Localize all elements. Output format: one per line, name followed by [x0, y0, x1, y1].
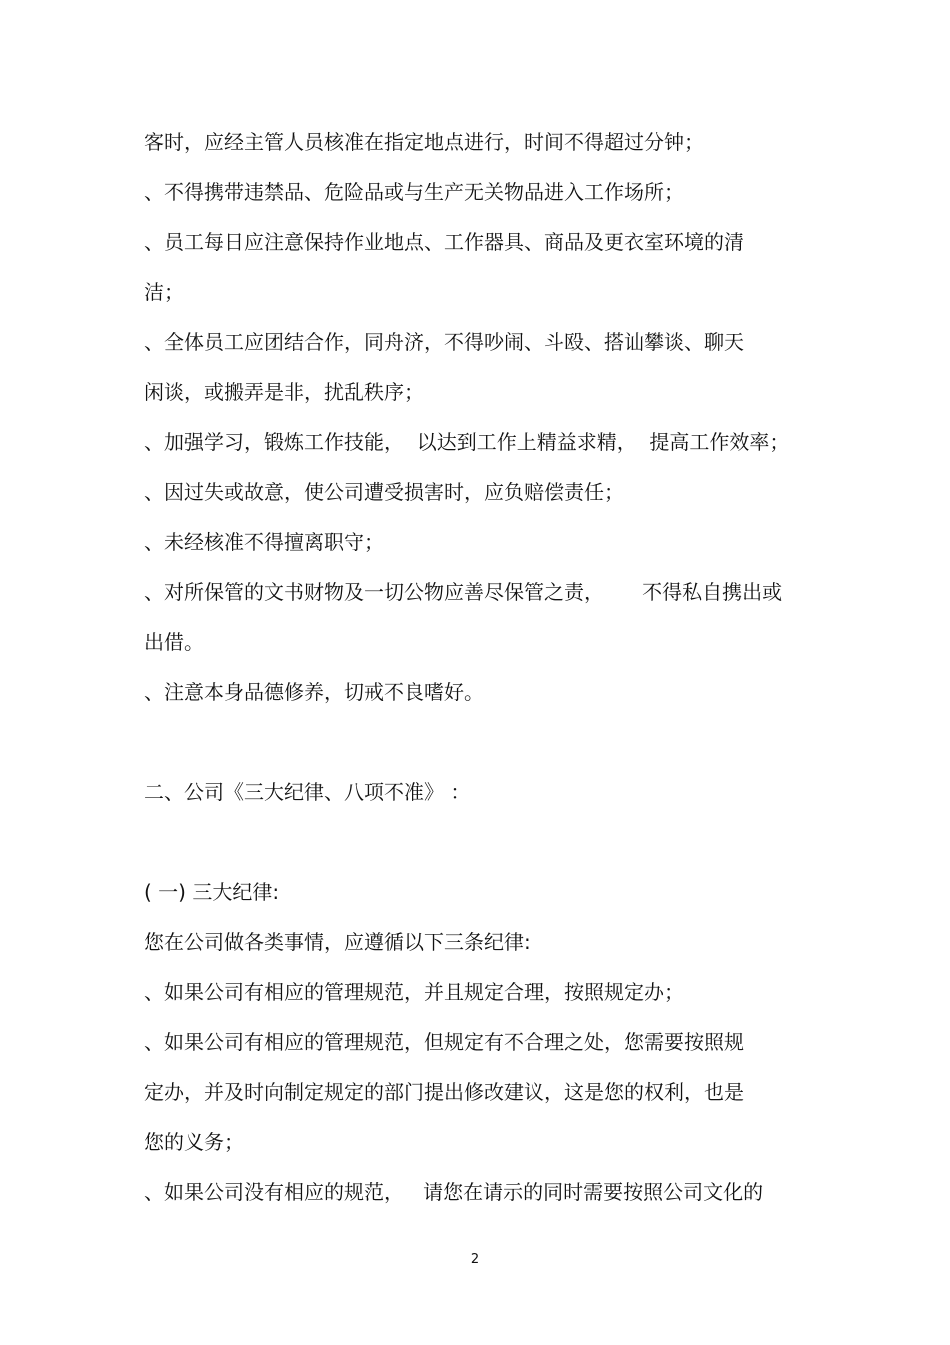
text-line: 您的义务； [144, 1130, 244, 1154]
text-line: 客时，应经主管人员核准在指定地点进行，时间不得超过分钟； [144, 130, 704, 154]
text-line: 、如果公司有相应的管理规范，但规定有不合理之处，您需要按照规 [144, 1030, 744, 1054]
text-line: 、不得携带违禁品、危险品或与生产无关物品进入工作场所； [144, 180, 684, 204]
text-line: 、因过失或故意，使公司遭受损害时，应负赔偿责任； [144, 480, 624, 504]
text-line: 定办，并及时向制定规定的部门提出修改建议，这是您的权利，也是 [144, 1080, 744, 1104]
subsection-heading: ( 一) 三大纪律: [144, 880, 280, 904]
text-line: 出借。 [144, 630, 204, 654]
section-heading: 二、公司《三大纪律、八项不准》 ： [144, 780, 471, 804]
text-line: 、未经核准不得擅离职守； [144, 530, 384, 554]
text-line: 、如果公司没有相应的规范， 请您在请示的同时需要按照公司文化的 [144, 1180, 764, 1204]
text-line: 洁； [144, 280, 184, 304]
text-line: 、如果公司有相应的管理规范，并且规定合理，按照规定办； [144, 980, 684, 1004]
page-number: 2 [470, 1252, 480, 1267]
text-line: 、全体员工应团结合作，同舟济，不得吵闹、斗殴、搭讪攀谈、聊天 [144, 330, 744, 354]
text-line: 、员工每日应注意保持作业地点、工作器具、商品及更衣室环境的清 [144, 230, 744, 254]
text-line: 闲谈，或搬弄是非，扰乱秩序； [144, 380, 424, 404]
text-line: 、加强学习，锻炼工作技能， 以达到工作上精益求精， 提高工作效率； [144, 430, 790, 454]
text-line: 您在公司做各类事情，应遵循以下三条纪律: [144, 930, 531, 954]
text-line: 、对所保管的文书财物及一切公物应善尽保管之责， 不得私自携出或 [144, 580, 783, 604]
text-line: 、注意本身品德修养，切戒不良嗜好。 [144, 680, 484, 704]
